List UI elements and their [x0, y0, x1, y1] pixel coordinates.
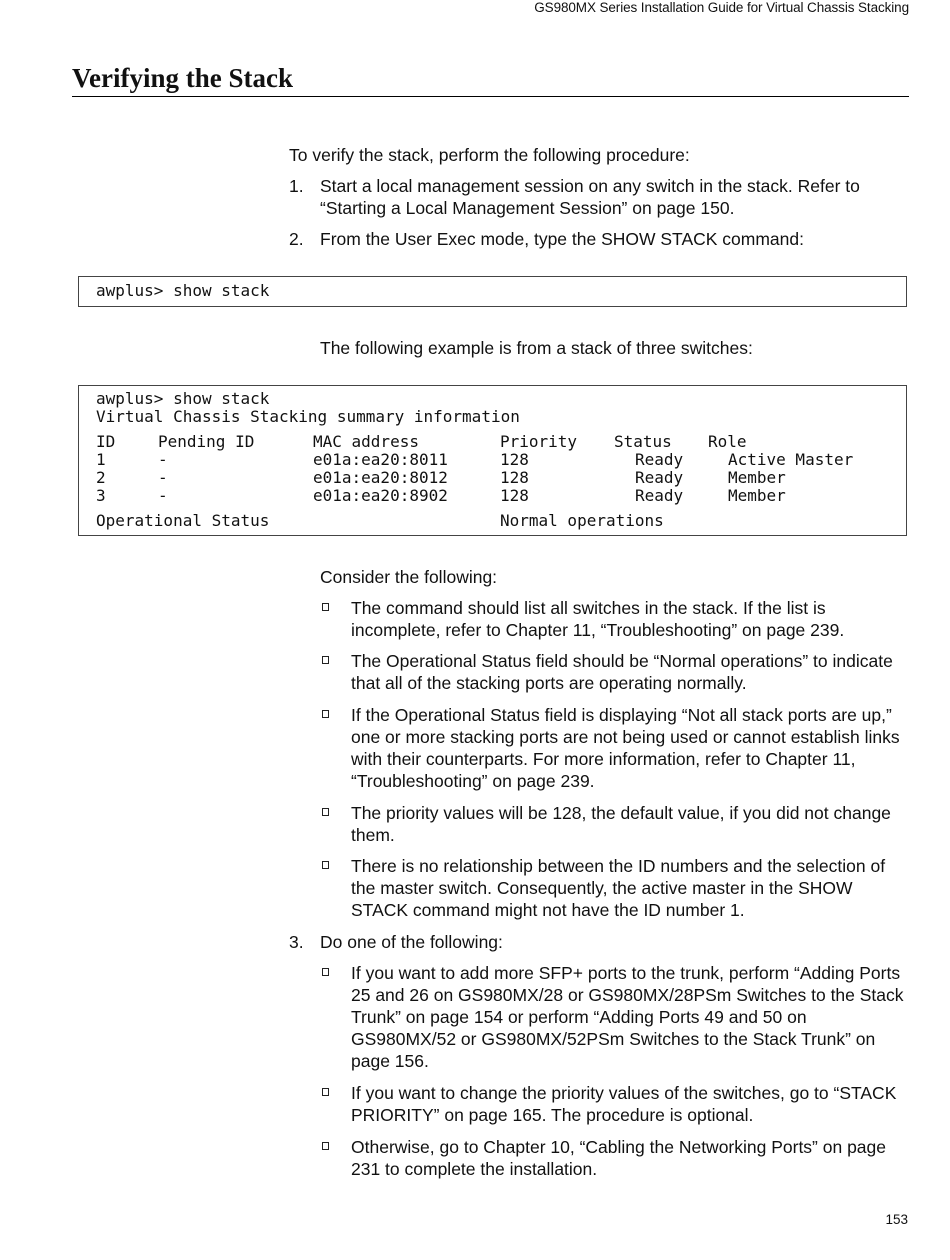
example-intro: The following example is from a stack of three switches:	[320, 338, 753, 358]
row-priority: 128	[500, 468, 529, 487]
operational-status-value: Normal operations	[500, 511, 664, 530]
row-status: Ready	[635, 450, 684, 469]
row-pending-id: -	[158, 450, 168, 469]
row-role: Member	[728, 468, 786, 487]
row-mac: e01a:ea20:8011	[313, 450, 448, 469]
checkbox-bullet-icon	[322, 861, 329, 869]
bullet-text: If you want to change the priority values of the switches, go to “STACK PRIORITY” on page 165. The procedure is optional.	[351, 1083, 897, 1125]
consider-intro: Consider the following:	[320, 567, 498, 587]
row-pending-id: -	[158, 486, 168, 505]
step-text: Do one of the following:	[320, 932, 503, 952]
row-role: Member	[728, 486, 786, 505]
row-id: 2	[96, 468, 106, 487]
checkbox-bullet-icon	[322, 710, 329, 718]
checkbox-bullet-icon	[322, 968, 329, 976]
step-number: 1.	[289, 176, 304, 196]
command-line: awplus> show stack	[96, 281, 270, 300]
bullet-text: The command should list all switches in the stack. If the list is incomplete, refer to Chapter 11, “Troubleshooting” on page 239.	[351, 598, 845, 640]
summary-line: Virtual Chassis Stacking summary information	[96, 407, 520, 426]
title-rule	[72, 96, 909, 97]
col-header-status: Status	[614, 432, 672, 451]
intro-text: To verify the stack, perform the following procedure:	[289, 145, 690, 165]
row-role: Active Master	[728, 450, 854, 469]
row-status: Ready	[635, 468, 684, 487]
row-mac: e01a:ea20:8012	[313, 468, 448, 487]
example-command: awplus> show stack	[96, 389, 270, 408]
page-number: 153	[885, 1212, 908, 1227]
running-header: GS980MX Series Installation Guide for Virtual Chassis Stacking	[534, 0, 909, 15]
col-header-pending-id: Pending ID	[158, 432, 255, 451]
checkbox-bullet-icon	[322, 1142, 329, 1150]
row-id: 3	[96, 486, 106, 505]
bullet-text: If the Operational Status field is displaying “Not all stack ports are up,” one or more stacking ports are not being used or cannot establish links with their counterparts. For more information, refer to Chapter 11, “Troubleshooting” on page 239.	[351, 705, 900, 791]
row-id: 1	[96, 450, 106, 469]
row-mac: e01a:ea20:8902	[313, 486, 448, 505]
col-header-id: ID	[96, 432, 116, 451]
checkbox-bullet-icon	[322, 1088, 329, 1096]
page-title: Verifying the Stack	[72, 63, 293, 93]
col-header-mac: MAC address	[313, 432, 419, 451]
step-text: Start a local management session on any switch in the stack. Refer to “Starting a Local Management Session” on page 150.	[320, 176, 860, 218]
bullet-text: The Operational Status field should be “Normal operations” to indicate that all of the stacking ports are operating normally.	[351, 651, 893, 693]
row-status: Ready	[635, 486, 684, 505]
operational-status-label: Operational Status	[96, 511, 270, 530]
bullet-text: There is no relationship between the ID numbers and the selection of the master switch. Consequently, the active master in the SHOW STACK command might not have the ID number 1.	[351, 856, 886, 920]
col-header-priority: Priority	[500, 432, 578, 451]
bullet-text: If you want to add more SFP+ ports to the trunk, perform “Adding Ports 25 and 26 on GS980MX/28 or GS980MX/28PSm Switches to the Stack Trunk” on page 154 or perform “Adding Ports 49 and 50 on GS980MX/52 or GS980MX/52PSm Switches to the Stack Trunk” on page 156.	[351, 963, 904, 1071]
bullet-text: The priority values will be 128, the default value, if you did not change them.	[351, 803, 891, 845]
step-text: From the User Exec mode, type the SHOW STACK command:	[320, 229, 804, 249]
row-priority: 128	[500, 450, 529, 469]
row-priority: 128	[500, 486, 529, 505]
row-pending-id: -	[158, 468, 168, 487]
step-number: 3.	[289, 932, 304, 952]
bullet-text: Otherwise, go to Chapter 10, “Cabling the Networking Ports” on page 231 to complete the installation.	[351, 1137, 887, 1179]
col-header-role: Role	[708, 432, 747, 451]
checkbox-bullet-icon	[322, 656, 329, 664]
checkbox-bullet-icon	[322, 603, 329, 611]
step-number: 2.	[289, 229, 304, 249]
checkbox-bullet-icon	[322, 808, 329, 816]
